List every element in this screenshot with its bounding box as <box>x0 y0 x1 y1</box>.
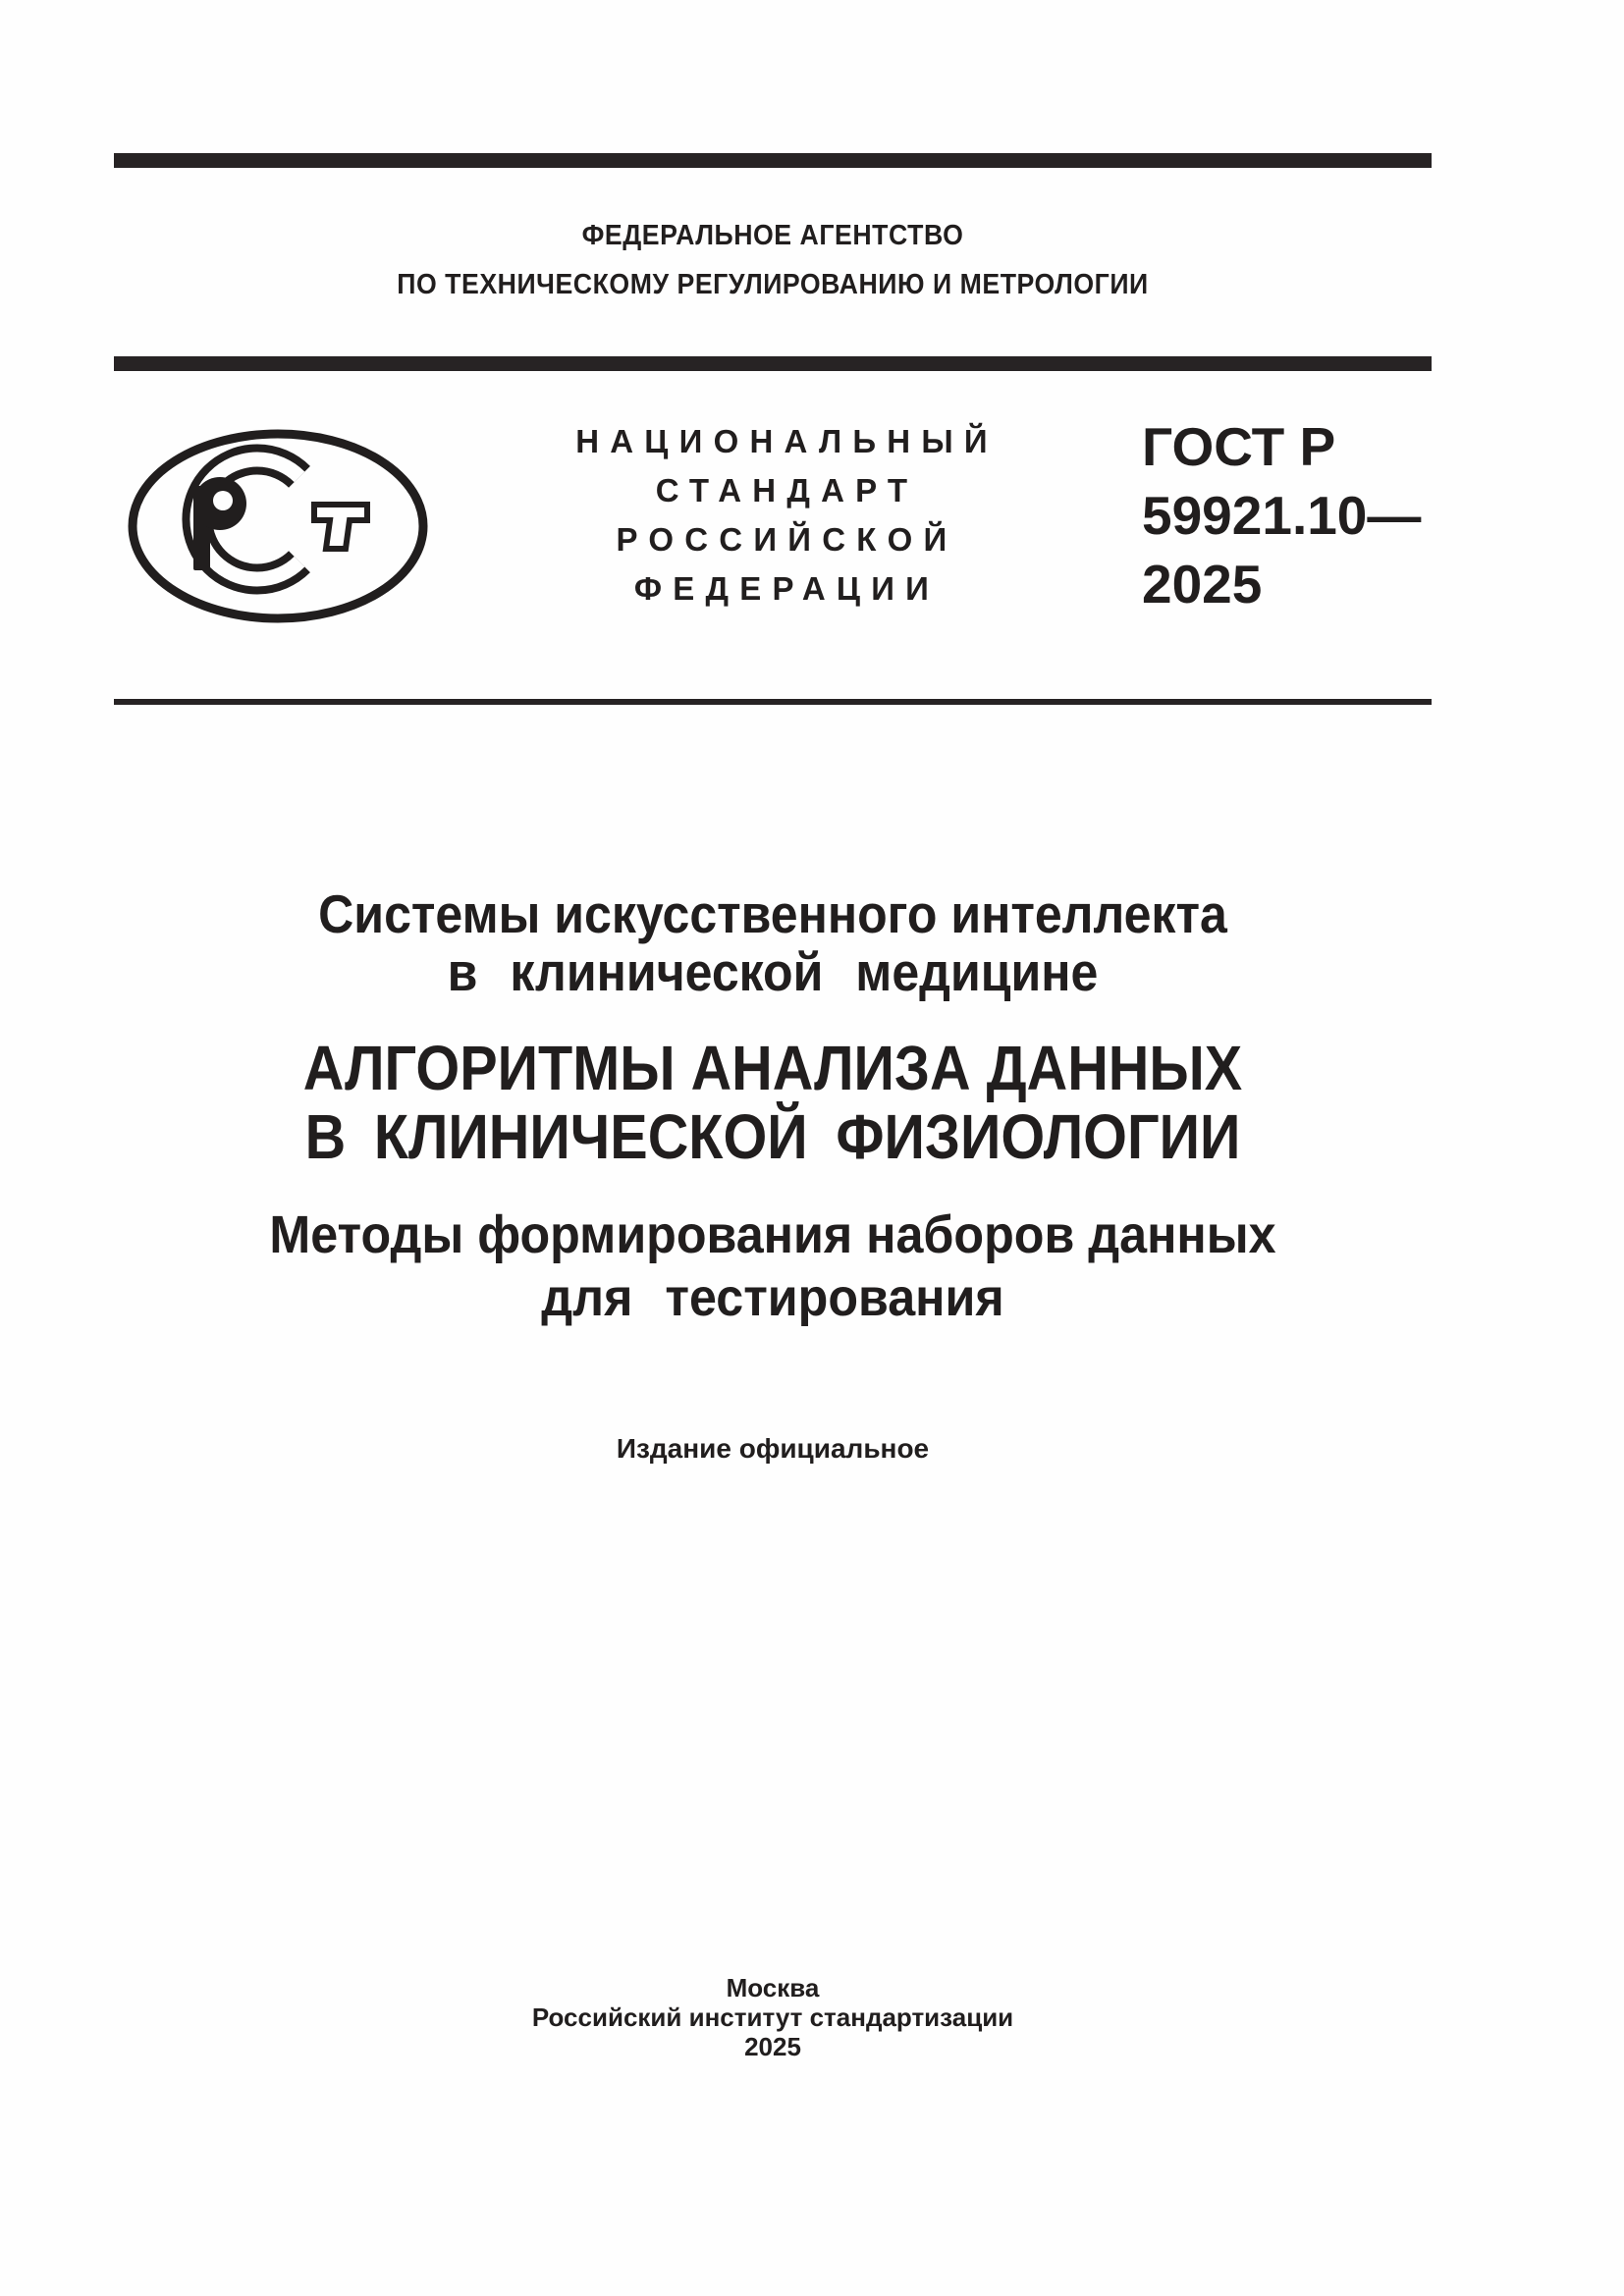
designation-line3: РОССИЙСКОЙ <box>616 521 958 558</box>
designation-line2: СТАНДАРТ <box>655 472 919 508</box>
second-rule <box>114 356 1432 371</box>
standard-main-title <box>114 1034 1432 1171</box>
official-edition-text: Издание официальное <box>616 1433 930 1464</box>
standard-code-line2: 59921.10— <box>1142 485 1422 546</box>
imprint-block <box>114 1973 1432 2061</box>
agency-name-line1: ФЕДЕРАЛЬНОЕ АГЕНТСТВО <box>581 220 964 251</box>
subtitle-line1: Методы формирования наборов данных <box>269 1205 1276 1264</box>
standard-code <box>1142 412 1421 618</box>
main-title-line2: В КЛИНИЧЕСКОЙ ФИЗИОЛОГИИ <box>304 1101 1241 1172</box>
imprint-year: 2025 <box>744 2032 801 2061</box>
main-title-line1: АЛГОРИТМЫ АНАЛИЗА ДАННЫХ <box>302 1033 1243 1103</box>
group-title-line1: Системы искусственного интеллекта <box>318 883 1227 944</box>
standard-code-line1: ГОСТ Р <box>1142 416 1336 477</box>
designation-line1: НАЦИОНАЛЬНЫЙ <box>575 423 999 459</box>
official-edition-label <box>114 1432 1432 1466</box>
standard-subtitle <box>114 1203 1432 1329</box>
imprint-publisher: Российский институт стандартизации <box>531 2002 1014 2032</box>
subtitle-line2: для тестирования <box>541 1268 1004 1327</box>
logo-letter-r-counter <box>213 491 233 510</box>
third-rule <box>114 699 1432 705</box>
standard-type-label <box>432 417 1142 614</box>
designation-line4: ФЕДЕРАЦИИ <box>633 570 941 607</box>
top-rule <box>114 153 1432 168</box>
imprint-city: Москва <box>726 1973 820 2002</box>
agency-name-line2: ПО ТЕХНИЧЕСКОМУ РЕГУЛИРОВАНИЮ И МЕТРОЛОГИИ <box>397 269 1149 300</box>
agency-header <box>114 211 1432 309</box>
group-title-line2: в клинической медицине <box>447 941 1099 1002</box>
rosstandart-rst-logo <box>125 429 432 623</box>
standard-group-title <box>114 885 1432 1001</box>
standard-code-line3: 2025 <box>1142 554 1263 614</box>
